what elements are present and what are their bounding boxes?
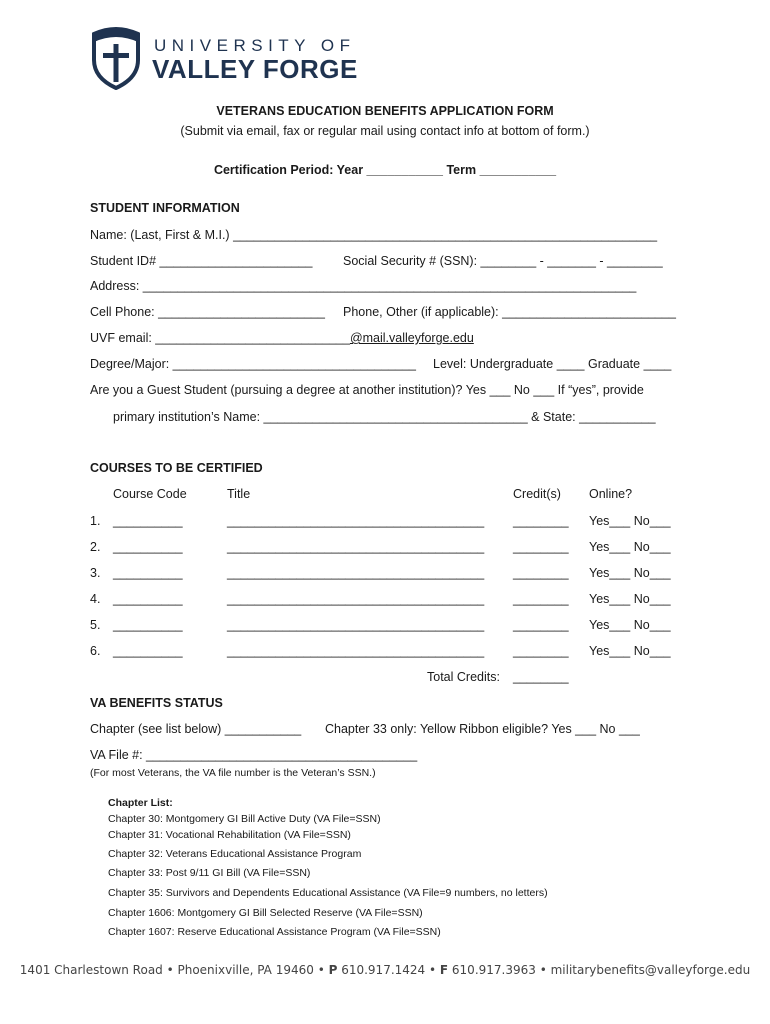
chapter-field: Chapter (see list below) ___________ [90, 722, 302, 736]
chapter-list-item: Chapter 33: Post 9/11 GI Bill (VA File=SSN) [108, 867, 311, 879]
logo-line-university: UNIVERSITY OF [154, 36, 356, 55]
chapter-list-item: Chapter 35: Survivors and Dependents Educational Assistance (VA File=9 numbers, no letters) [108, 887, 548, 899]
course-title-blank: _____________________________________ [227, 618, 485, 632]
total-credits-blank: ________ [513, 670, 569, 684]
footer-phone: 610.917.1424 • [337, 963, 440, 977]
form-title: VETERANS EDUCATION BENEFITS APPLICATION FORM [216, 104, 554, 118]
va-file-field: VA File #: _______________________________________ [90, 748, 418, 762]
va-benefits-heading: VA BENEFITS STATUS [90, 696, 223, 710]
uvf-email-label: UVF email: ____________________________ [90, 331, 350, 345]
course-row-number: 3. [90, 566, 101, 580]
cell-phone-field: Cell Phone: ________________________ [90, 305, 325, 319]
course-title-blank: _____________________________________ [227, 514, 485, 528]
course-online-blank: Yes___ No___ [589, 618, 671, 632]
chapter-list-heading: Chapter List: [108, 797, 173, 809]
shield-cross-icon [90, 26, 142, 90]
course-code-blank: __________ [113, 566, 183, 580]
course-title-blank: _____________________________________ [227, 540, 485, 554]
course-code-blank: __________ [113, 592, 183, 606]
course-credits-blank: ________ [513, 514, 569, 528]
footer-fax-email: 610.917.3963 • militarybenefits@valleyforge.edu [448, 963, 751, 977]
name-field: Name: (Last, First & M.I.) _____________________________________________________________ [90, 228, 658, 242]
chapter-list-item: Chapter 30: Montgomery GI Bill Active Duty (VA File=SSN) [108, 813, 381, 825]
chapter-list-item: Chapter 1606: Montgomery GI Bill Selected Reserve (VA File=SSN) [108, 907, 423, 919]
total-credits-label: Total Credits: [427, 670, 500, 684]
va-file-note: (For most Veterans, the VA file number is the Veteran’s SSN.) [90, 767, 376, 779]
chapter-list-item: Chapter 1607: Reserve Educational Assistance Program (VA File=SSN) [108, 926, 441, 938]
footer-fax-label: F [439, 963, 449, 977]
form-subtitle: (Submit via email, fax or regular mail using contact info at bottom of form.) [180, 124, 590, 138]
uvf-email-domain: @mail.valleyforge.edu [349, 331, 474, 345]
primary-institution-field: primary institution’s Name: ______________________________________ & State: ___________ [113, 410, 656, 424]
course-online-blank: Yes___ No___ [589, 540, 671, 554]
course-row-number: 6. [90, 644, 101, 658]
course-credits-blank: ________ [513, 592, 569, 606]
phone-other-field: Phone, Other (if applicable): _________________________ [343, 305, 676, 319]
course-title-blank: _____________________________________ [227, 566, 485, 580]
course-title-blank: _____________________________________ [227, 592, 485, 606]
courses-heading: COURSES TO BE CERTIFIED [90, 461, 263, 475]
certification-period: Certification Period: Year ___________ Term ___________ [213, 163, 557, 177]
student-id-field: Student ID# ______________________ [90, 254, 313, 268]
address-field: Address: _______________________________________________________________________ [90, 279, 637, 293]
chapter-list-item: Chapter 32: Veterans Educational Assistance Program [108, 848, 362, 860]
footer-address: 1401 Charlestown Road • Phoenixville, PA 19460 • [19, 963, 329, 977]
course-credits-blank: ________ [513, 540, 569, 554]
course-row-number: 4. [90, 592, 101, 606]
guest-student-question: Are you a Guest Student (pursuing a degree at another institution)? Yes ___ No ___ If “yes”, provide [90, 383, 644, 397]
course-code-blank: __________ [113, 514, 183, 528]
footer-phone-label: P [328, 963, 338, 977]
chapter-list-item: Chapter 31: Vocational Rehabilitation (VA File=SSN) [108, 829, 351, 841]
university-logo [90, 26, 370, 90]
col-course-code: Course Code [113, 487, 187, 501]
course-online-blank: Yes___ No___ [589, 514, 671, 528]
col-online: Online? [589, 487, 633, 501]
uvf-email-field [90, 330, 474, 346]
col-credits: Credit(s) [513, 487, 561, 501]
student-info-heading: STUDENT INFORMATION [90, 201, 240, 215]
course-code-blank: __________ [113, 618, 183, 632]
course-online-blank: Yes___ No___ [589, 566, 671, 580]
course-credits-blank: ________ [513, 618, 569, 632]
course-code-blank: __________ [113, 540, 183, 554]
yellow-ribbon-field: Chapter 33 only: Yellow Ribbon eligible? Yes ___ No ___ [325, 722, 640, 736]
course-credits-blank: ________ [513, 644, 569, 658]
degree-major-field: Degree/Major: ___________________________________ [90, 357, 416, 371]
course-row-number: 2. [90, 540, 101, 554]
course-row-number: 1. [90, 514, 101, 528]
course-row-number: 5. [90, 618, 101, 632]
course-online-blank: Yes___ No___ [589, 644, 671, 658]
ssn-field: Social Security # (SSN): ________ - _______ - ________ [343, 254, 663, 268]
course-online-blank: Yes___ No___ [589, 592, 671, 606]
footer-contact [0, 963, 770, 977]
col-title: Title [227, 487, 251, 501]
course-code-blank: __________ [113, 644, 183, 658]
course-title-blank: _____________________________________ [227, 644, 485, 658]
course-credits-blank: ________ [513, 566, 569, 580]
logo-line-valley-forge: VALLEY FORGE [152, 54, 358, 84]
level-field: Level: Undergraduate ____ Graduate ____ [433, 357, 672, 371]
